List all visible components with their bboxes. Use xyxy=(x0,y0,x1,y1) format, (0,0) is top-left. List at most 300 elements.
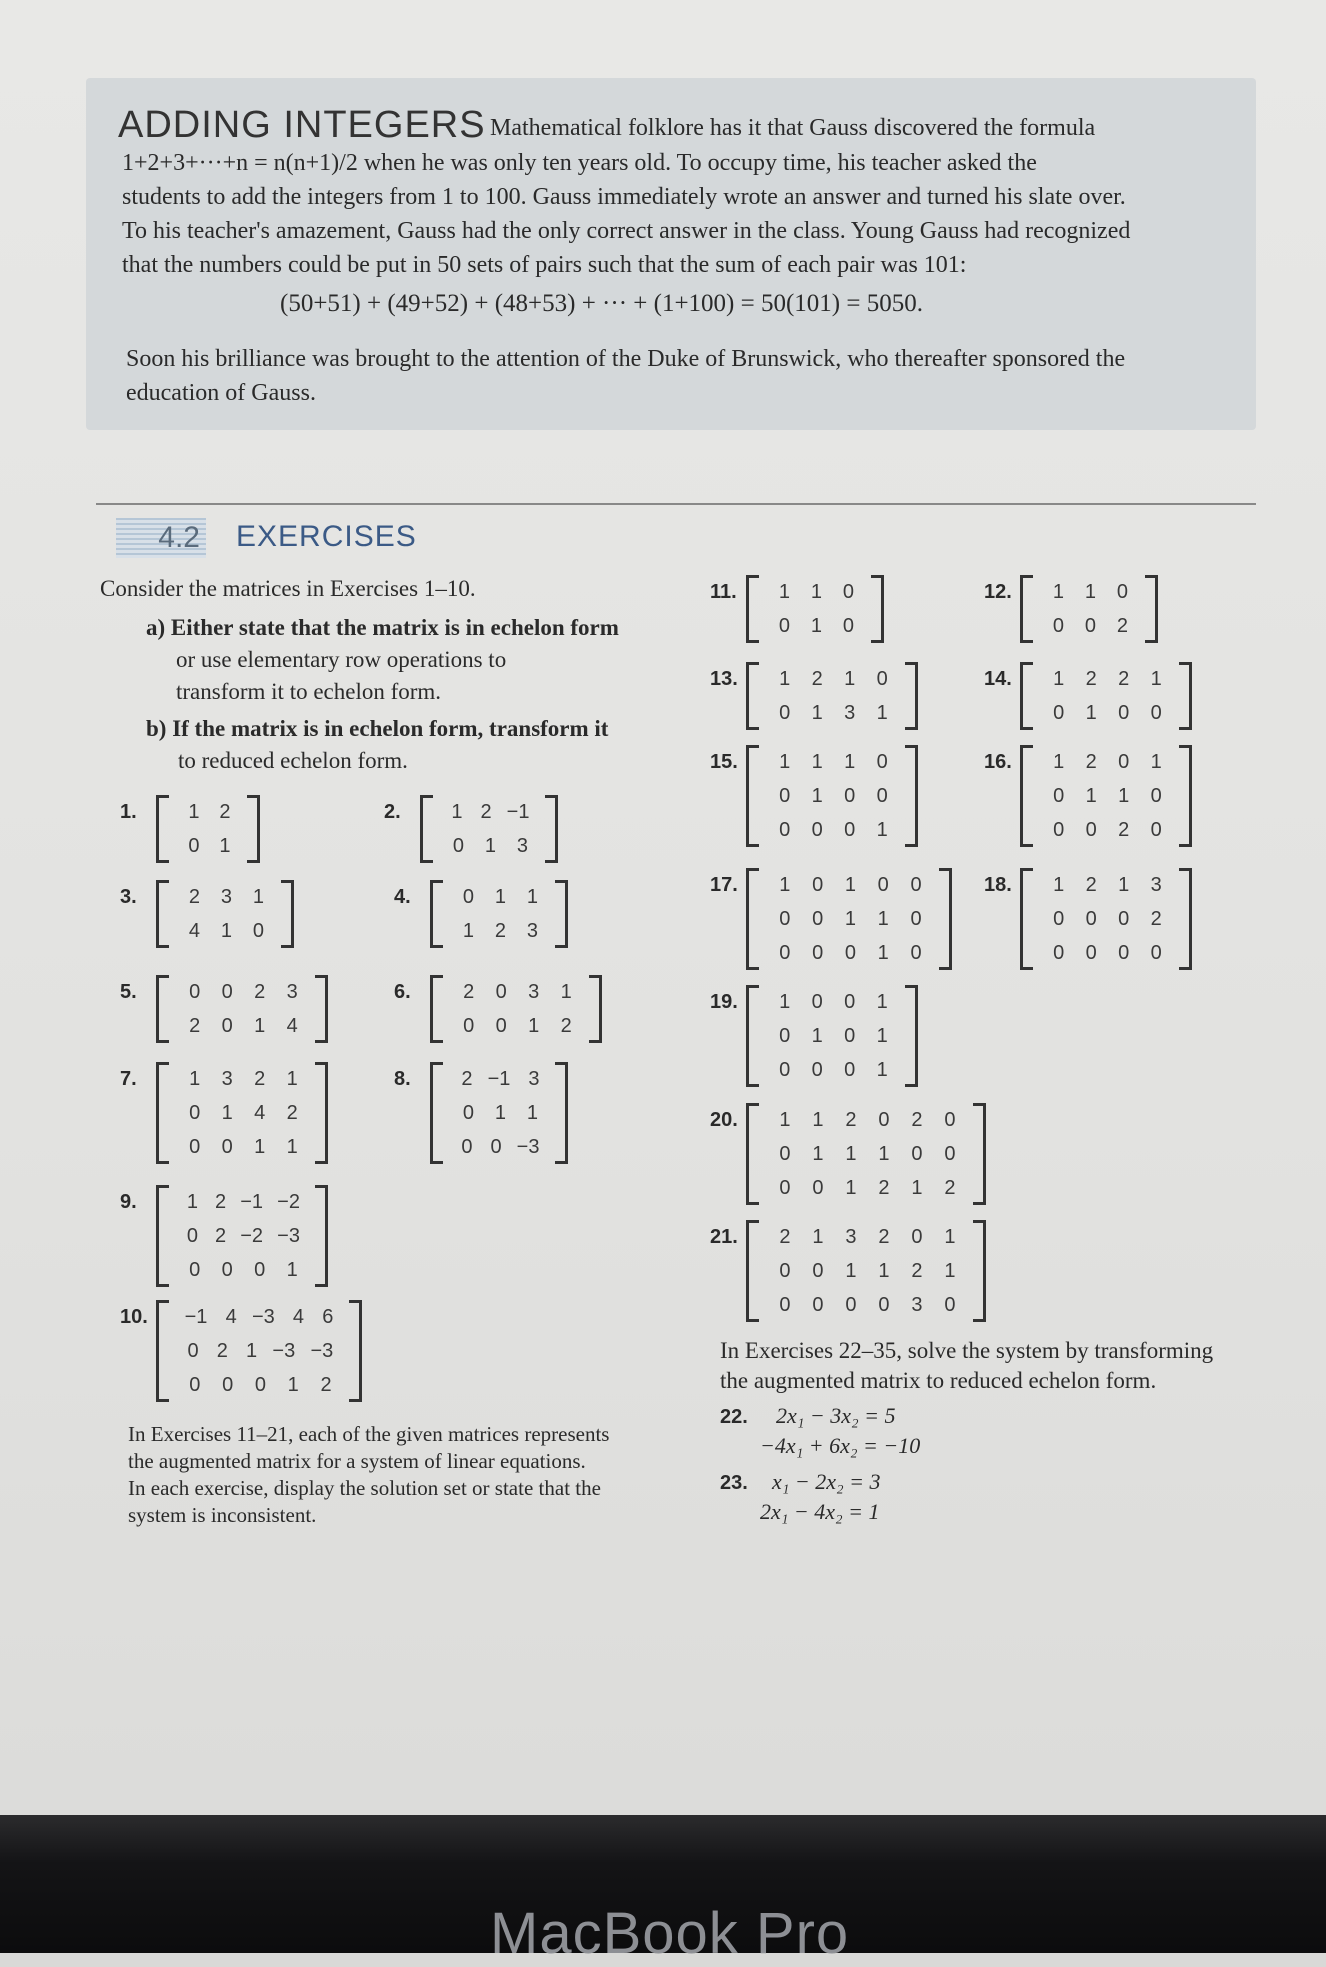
matrix-entry: 0 xyxy=(462,886,474,908)
matrix-entry: 1 xyxy=(944,1226,956,1248)
matrix-entry: 1 xyxy=(876,1059,888,1081)
matrix-entry: 1 xyxy=(811,702,823,724)
matrix-entry: 1 xyxy=(526,1102,538,1124)
exercise-matrix xyxy=(156,795,260,863)
exercise-matrix xyxy=(1020,662,1192,730)
matrix-entry: 1 xyxy=(876,819,888,841)
intro-22-35-line: In Exercises 22–35, solve the system by transforming xyxy=(720,1338,1214,1363)
matrix-entry: 0 xyxy=(878,1109,890,1131)
matrix-entry: 1 xyxy=(526,886,538,908)
matrix-entry: 1 xyxy=(878,1143,890,1165)
matrix-entry: 1 xyxy=(186,1191,199,1213)
matrix-entry: 1 xyxy=(451,801,463,823)
matrix-entry: 0 xyxy=(812,1260,824,1282)
matrix-entry: 0 xyxy=(1053,942,1065,964)
exercise-matrix xyxy=(746,575,884,643)
matrix-entry: 1 xyxy=(812,1226,824,1248)
matrix-entry: 0 xyxy=(876,751,888,773)
exercise-number: 11. xyxy=(710,581,737,603)
matrix-entry: 0 xyxy=(1085,942,1097,964)
matrix-entry: −1 xyxy=(240,1191,264,1213)
matrix-entry: 1 xyxy=(778,581,790,603)
exercise-number: 8. xyxy=(394,1068,411,1090)
exercise-number: 9. xyxy=(120,1191,137,1213)
matrix-entry: 2 xyxy=(1118,668,1130,690)
matrix-row xyxy=(433,880,565,914)
matrix-entry: 2 xyxy=(845,1109,857,1131)
matrix-entry: 0 xyxy=(187,1340,199,1362)
matrix-entry: 0 xyxy=(812,1294,824,1316)
matrix-row xyxy=(423,829,555,863)
matrix-entry: 0 xyxy=(779,942,791,964)
matrix-entry: 1 xyxy=(462,920,474,942)
matrix-entry: 1 xyxy=(252,886,264,908)
matrix-entry: 0 xyxy=(778,615,790,637)
matrix-entry: 1 xyxy=(220,920,232,942)
gauss-formula: (50+51) + (49+52) + (48+53) + ··· + (1+100) = 50(101) = 5050. xyxy=(280,290,923,317)
matrix-row xyxy=(159,1219,325,1253)
intro-b-line: to reduced echelon form. xyxy=(178,748,408,773)
matrix-entry: 3 xyxy=(528,981,540,1003)
matrix-entry: 0 xyxy=(812,908,824,930)
matrix-row xyxy=(749,745,915,779)
exercise-number: 18. xyxy=(984,874,1012,896)
matrix-entry: 2 xyxy=(779,1226,791,1248)
intro-11-21-line: the augmented matrix for a system of linear equations. xyxy=(128,1449,586,1473)
matrix-entry: 0 xyxy=(1118,751,1130,773)
exercise-matrix xyxy=(746,745,918,847)
matrix-entry: 0 xyxy=(252,920,264,942)
matrix-entry: 1 xyxy=(810,581,822,603)
matrix-entry: 0 xyxy=(490,1136,502,1158)
matrix-entry: 1 xyxy=(876,702,888,724)
matrix-row xyxy=(1023,779,1189,813)
matrix-row xyxy=(749,1053,915,1087)
matrix-entry: 0 xyxy=(812,1177,824,1199)
matrix-row xyxy=(159,1062,325,1096)
matrix-entry: 1 xyxy=(878,1260,890,1282)
matrix-entry: −3 xyxy=(516,1136,540,1158)
matrix-entry: 3 xyxy=(286,981,298,1003)
matrix-entry: 0 xyxy=(1150,785,1162,807)
matrix-row xyxy=(749,1103,983,1137)
matrix-row xyxy=(749,902,949,936)
matrix-entry: 0 xyxy=(1118,702,1130,724)
section-number: 4.2 xyxy=(116,518,206,558)
matrix-entry: 1 xyxy=(560,981,572,1003)
matrix-entry: 1 xyxy=(779,751,791,773)
matrix-entry: 2 xyxy=(494,920,506,942)
matrix-row xyxy=(159,914,291,948)
matrix-entry: −2 xyxy=(277,1191,300,1213)
matrix-entry: 1 xyxy=(844,751,856,773)
exercise-number: 15. xyxy=(710,751,738,773)
exercise-matrix xyxy=(1020,868,1192,970)
exercise-matrix xyxy=(156,1062,328,1164)
matrix-entry: 3 xyxy=(516,835,528,857)
matrix-entry: 0 xyxy=(186,1225,199,1247)
matrix-entry: 2 xyxy=(1150,908,1162,930)
system-number: 22. xyxy=(720,1406,748,1428)
matrix-entry: 1 xyxy=(844,668,856,690)
matrix-entry: 0 xyxy=(779,1294,791,1316)
matrix-row xyxy=(749,609,881,643)
matrix-entry: 0 xyxy=(189,1374,201,1396)
matrix-entry: 0 xyxy=(462,1102,474,1124)
matrix-entry: 1 xyxy=(844,874,856,896)
matrix-entry: 0 xyxy=(1053,702,1065,724)
matrix-entry: 1 xyxy=(1052,581,1064,603)
matrix-entry: 4 xyxy=(292,1306,305,1328)
matrix-entry: 1 xyxy=(877,908,889,930)
exercise-matrix xyxy=(1020,745,1192,847)
matrix-row xyxy=(749,1137,983,1171)
exercise-matrix xyxy=(156,975,328,1043)
exercise-matrix xyxy=(746,662,918,730)
matrix-entry: 2 xyxy=(911,1260,923,1282)
box-line: 1+2+3+···+n = n(n+1)/2 when he was only ten years old. To occupy time, his teacher asked the xyxy=(122,150,1037,176)
matrix-row xyxy=(159,1009,325,1043)
matrix-entry: 0 xyxy=(911,1226,923,1248)
exercise-matrix xyxy=(156,880,294,948)
matrix-entry: 0 xyxy=(463,1015,475,1037)
matrix-entry: 2 xyxy=(461,1068,473,1090)
matrix-entry: 1 xyxy=(1150,751,1162,773)
box-line: Mathematical folklore has it that Gauss discovered the formula xyxy=(490,115,1096,141)
matrix-entry: 1 xyxy=(911,1177,923,1199)
matrix-row xyxy=(749,662,915,696)
matrix-entry: 0 xyxy=(1053,819,1065,841)
matrix-entry: 0 xyxy=(188,835,200,857)
matrix-entry: 1 xyxy=(221,1102,233,1124)
matrix-entry: 0 xyxy=(779,1260,791,1282)
matrix-row xyxy=(159,1185,325,1219)
matrix-row xyxy=(159,1368,359,1402)
matrix-entry: 2 xyxy=(878,1226,890,1248)
matrix-entry: 3 xyxy=(221,1068,233,1090)
matrix-entry: 1 xyxy=(219,835,231,857)
matrix-row xyxy=(749,1288,983,1322)
matrix-row xyxy=(433,1062,565,1096)
matrix-entry: 1 xyxy=(876,1025,888,1047)
intro-a-line: transform it to echelon form. xyxy=(176,679,442,704)
matrix-entry: 2 xyxy=(878,1177,890,1199)
matrix-entry: 2 xyxy=(811,668,823,690)
matrix-entry: 0 xyxy=(189,981,201,1003)
matrix-row xyxy=(159,795,257,829)
matrix-entry: −2 xyxy=(240,1225,264,1247)
matrix-entry: 1 xyxy=(286,1136,298,1158)
exercise-matrix xyxy=(430,1062,568,1164)
matrix-entry: 2 xyxy=(215,1191,227,1213)
matrix-entry: 0 xyxy=(221,1259,233,1281)
box-closing-line: education of Gauss. xyxy=(126,380,316,406)
matrix-entry: 0 xyxy=(811,819,823,841)
box-closing-line: Soon his brilliance was brought to the attention of the Duke of Brunswick, who thereafter sponsored the xyxy=(126,346,1126,372)
matrix-entry: 0 xyxy=(876,785,888,807)
matrix-entry: 0 xyxy=(844,942,856,964)
matrix-entry: 2 xyxy=(1118,819,1130,841)
matrix-entry: 3 xyxy=(844,702,856,724)
exercise-matrix xyxy=(156,1300,362,1402)
matrix-entry: 1 xyxy=(287,1374,299,1396)
matrix-entry: 1 xyxy=(1053,751,1065,773)
intro-11-21-line: In each exercise, display the solution set or state that the xyxy=(128,1476,601,1500)
matrix-entry: 0 xyxy=(842,615,854,637)
intro-b-line: b) If the matrix is in echelon form, transform it xyxy=(146,716,609,741)
box-line: that the numbers could be put in 50 sets of pairs such that the sum of each pair was 101: xyxy=(122,252,967,278)
system-equation: 2x₁ − 4x₂ = 1 xyxy=(760,1499,880,1524)
system-equation: x₁ − 2x₂ = 3 xyxy=(772,1469,881,1494)
system-equation: −4x₁ + 6x₂ = −10 xyxy=(760,1433,921,1458)
exercise-number: 19. xyxy=(710,991,738,1013)
matrix-entry: 2 xyxy=(254,1068,266,1090)
matrix-entry: −3 xyxy=(272,1340,296,1362)
matrix-entry: 1 xyxy=(1085,702,1097,724)
matrix-entry: 0 xyxy=(844,991,856,1013)
matrix-entry: 0 xyxy=(877,874,889,896)
matrix-entry: 1 xyxy=(1053,668,1065,690)
matrix-entry: 0 xyxy=(844,1059,856,1081)
intro-a-line: a) Either state that the matrix is in echelon form xyxy=(146,615,619,640)
exercise-number: 1. xyxy=(120,801,137,823)
bezel-label: MacBook Pro xyxy=(490,1901,850,1966)
matrix-entry: 3 xyxy=(845,1226,857,1248)
matrix-entry: 4 xyxy=(188,920,200,942)
matrix-entry: 1 xyxy=(484,835,496,857)
matrix-entry: 4 xyxy=(286,1015,298,1037)
matrix-entry: 1 xyxy=(1118,874,1130,896)
matrix-entry: 0 xyxy=(1084,615,1096,637)
matrix-entry: 0 xyxy=(1053,908,1065,930)
matrix-row xyxy=(159,1096,325,1130)
matrix-entry: −1 xyxy=(184,1306,208,1328)
matrix-entry: 2 xyxy=(1116,615,1128,637)
matrix-entry: 0 xyxy=(878,1294,890,1316)
matrix-entry: 1 xyxy=(811,785,823,807)
exercise-matrix xyxy=(746,868,952,970)
matrix-entry: 0 xyxy=(1116,581,1128,603)
matrix-entry: 0 xyxy=(779,702,791,724)
matrix-entry: 0 xyxy=(1118,908,1130,930)
matrix-entry: 3 xyxy=(1150,874,1162,896)
matrix-entry: 0 xyxy=(1118,942,1130,964)
matrix-row xyxy=(749,1171,983,1205)
exercise-number: 14. xyxy=(984,668,1012,690)
system-number: 23. xyxy=(720,1472,748,1494)
matrix-row xyxy=(433,1130,565,1164)
matrix-entry: 2 xyxy=(463,981,475,1003)
matrix-entry: 1 xyxy=(188,801,200,823)
matrix-entry: 0 xyxy=(221,981,233,1003)
matrix-row xyxy=(1023,575,1155,609)
matrix-entry: 1 xyxy=(528,1015,540,1037)
matrix-entry: 2 xyxy=(286,1102,298,1124)
matrix-entry: 0 xyxy=(779,1177,791,1199)
matrix-entry: 0 xyxy=(1150,942,1162,964)
matrix-entry: 1 xyxy=(246,1340,258,1362)
matrix-entry: 1 xyxy=(189,1068,201,1090)
matrix-entry: 1 xyxy=(494,886,506,908)
matrix-row xyxy=(159,829,257,863)
matrix-entry: 0 xyxy=(910,874,922,896)
box-title: ADDING INTEGERS xyxy=(118,104,486,146)
matrix-entry: 0 xyxy=(1085,819,1097,841)
matrix-entry: 0 xyxy=(812,942,824,964)
matrix-entry: 1 xyxy=(812,1143,824,1165)
matrix-entry: 0 xyxy=(779,1059,791,1081)
exercise-matrix xyxy=(746,1220,986,1322)
matrix-entry: 1 xyxy=(844,908,856,930)
matrix-entry: 1 xyxy=(944,1260,956,1282)
matrix-entry: 1 xyxy=(845,1177,857,1199)
matrix-entry: 2 xyxy=(1085,751,1097,773)
matrix-entry: 1 xyxy=(779,1109,791,1131)
matrix-entry: 0 xyxy=(779,1143,791,1165)
exercise-matrix xyxy=(430,880,568,948)
matrix-entry: 1 xyxy=(811,751,823,773)
matrix-entry: 1 xyxy=(1084,581,1096,603)
matrix-entry: 0 xyxy=(845,1294,857,1316)
matrix-entry: 0 xyxy=(779,819,791,841)
matrix-entry: 0 xyxy=(811,991,823,1013)
matrix-entry: −3 xyxy=(277,1225,300,1247)
matrix-entry: 2 xyxy=(911,1109,923,1131)
matrix-row xyxy=(749,813,915,847)
exercise-number: 4. xyxy=(394,886,411,908)
box-line: To his teacher's amazement, Gauss had the only correct answer in the class. Young Gauss had recognized xyxy=(122,218,1131,244)
matrix-entry: 1 xyxy=(812,1109,824,1131)
matrix-entry: 1 xyxy=(286,1068,298,1090)
matrix-row xyxy=(749,936,949,970)
matrix-entry: 1 xyxy=(254,1015,266,1037)
matrix-entry: 4 xyxy=(225,1306,237,1328)
matrix-row xyxy=(433,1096,565,1130)
exercise-matrix xyxy=(430,975,602,1043)
intro-11-21-line: system is inconsistent. xyxy=(128,1503,317,1527)
intro-lead: Consider the matrices in Exercises 1–10. xyxy=(100,576,476,601)
matrix-entry: −1 xyxy=(506,801,530,823)
matrix-entry: 0 xyxy=(944,1143,956,1165)
exercise-number: 7. xyxy=(120,1068,137,1090)
matrix-entry: 0 xyxy=(1085,908,1097,930)
matrix-row xyxy=(749,985,915,1019)
matrix-entry: 1 xyxy=(494,1102,506,1124)
matrix-entry: 0 xyxy=(189,1259,201,1281)
exercise-number: 17. xyxy=(710,874,738,896)
matrix-entry: 1 xyxy=(1118,785,1130,807)
matrix-entry: 1 xyxy=(779,991,791,1013)
matrix-entry: 2 xyxy=(944,1177,956,1199)
matrix-entry: 0 xyxy=(911,1143,923,1165)
matrix-entry: 0 xyxy=(189,1102,201,1124)
matrix-entry: −3 xyxy=(310,1340,334,1362)
matrix-row xyxy=(1023,745,1189,779)
matrix-row xyxy=(749,1220,983,1254)
matrix-row xyxy=(423,795,555,829)
matrix-entry: 3 xyxy=(911,1294,923,1316)
matrix-entry: 1 xyxy=(1085,785,1097,807)
intro-22-35-line: the augmented matrix to reduced echelon form. xyxy=(720,1368,1157,1393)
matrix-row xyxy=(1023,936,1189,970)
matrix-entry: 2 xyxy=(216,1340,228,1362)
exercise-number: 21. xyxy=(710,1226,738,1248)
matrix-row xyxy=(433,1009,599,1043)
exercise-matrix xyxy=(746,1103,986,1205)
exercise-number: 16. xyxy=(984,751,1012,773)
matrix-entry: 0 xyxy=(779,1025,791,1047)
matrix-row xyxy=(749,868,949,902)
section-title: EXERCISES xyxy=(236,520,417,553)
matrix-entry: 0 xyxy=(1150,702,1162,724)
matrix-entry: 0 xyxy=(461,1136,473,1158)
matrix-row xyxy=(1023,696,1189,730)
matrix-entry: 2 xyxy=(219,801,231,823)
matrix-entry: 0 xyxy=(1150,819,1162,841)
matrix-row xyxy=(749,1019,915,1053)
exercise-number: 2. xyxy=(384,801,401,823)
matrix-row xyxy=(749,696,915,730)
matrix-entry: 1 xyxy=(286,1259,298,1281)
matrix-entry: 1 xyxy=(779,668,791,690)
matrix-entry: 1 xyxy=(254,1136,266,1158)
matrix-entry: 0 xyxy=(811,1059,823,1081)
exercise-number: 3. xyxy=(120,886,137,908)
matrix-entry: 1 xyxy=(876,991,888,1013)
matrix-entry: 1 xyxy=(877,942,889,964)
matrix-entry: 2 xyxy=(215,1225,227,1247)
matrix-entry: 0 xyxy=(910,908,922,930)
matrix-entry: 0 xyxy=(844,785,856,807)
exercise-number: 5. xyxy=(120,981,137,1003)
matrix-entry: 2 xyxy=(254,981,266,1003)
matrix-entry: 0 xyxy=(254,1374,266,1396)
matrix-entry: −3 xyxy=(251,1306,275,1328)
matrix-entry: 0 xyxy=(842,581,854,603)
matrix-entry: 1 xyxy=(845,1143,857,1165)
matrix-row xyxy=(159,880,291,914)
matrix-row xyxy=(1023,902,1189,936)
matrix-row xyxy=(159,1334,359,1368)
exercise-matrix xyxy=(420,795,558,863)
matrix-entry: 0 xyxy=(221,1015,233,1037)
matrix-entry: 0 xyxy=(495,981,507,1003)
matrix-entry: 2 xyxy=(188,886,200,908)
matrix-entry: 4 xyxy=(254,1102,266,1124)
matrix-row xyxy=(159,1130,325,1164)
matrix-entry: 2 xyxy=(480,801,492,823)
exercise-number: 12. xyxy=(984,581,1012,603)
matrix-row xyxy=(1023,813,1189,847)
matrix-entry: 1 xyxy=(1053,874,1065,896)
matrix-entry: 2 xyxy=(320,1374,332,1396)
exercise-number: 20. xyxy=(710,1109,738,1131)
exercise-matrix xyxy=(156,1185,328,1287)
exercise-number: 10. xyxy=(120,1306,148,1328)
matrix-entry: 2 xyxy=(189,1015,201,1037)
exercise-matrix xyxy=(746,985,918,1087)
matrix-row xyxy=(433,914,565,948)
exercise-matrix xyxy=(1020,575,1158,643)
matrix-row xyxy=(159,1300,359,1334)
matrix-row xyxy=(1023,868,1189,902)
matrix-row xyxy=(749,779,915,813)
exercise-number: 13. xyxy=(710,668,738,690)
matrix-entry: 0 xyxy=(844,1025,856,1047)
matrix-entry: 0 xyxy=(1053,785,1065,807)
matrix-row xyxy=(1023,609,1155,643)
matrix-entry: 0 xyxy=(876,668,888,690)
